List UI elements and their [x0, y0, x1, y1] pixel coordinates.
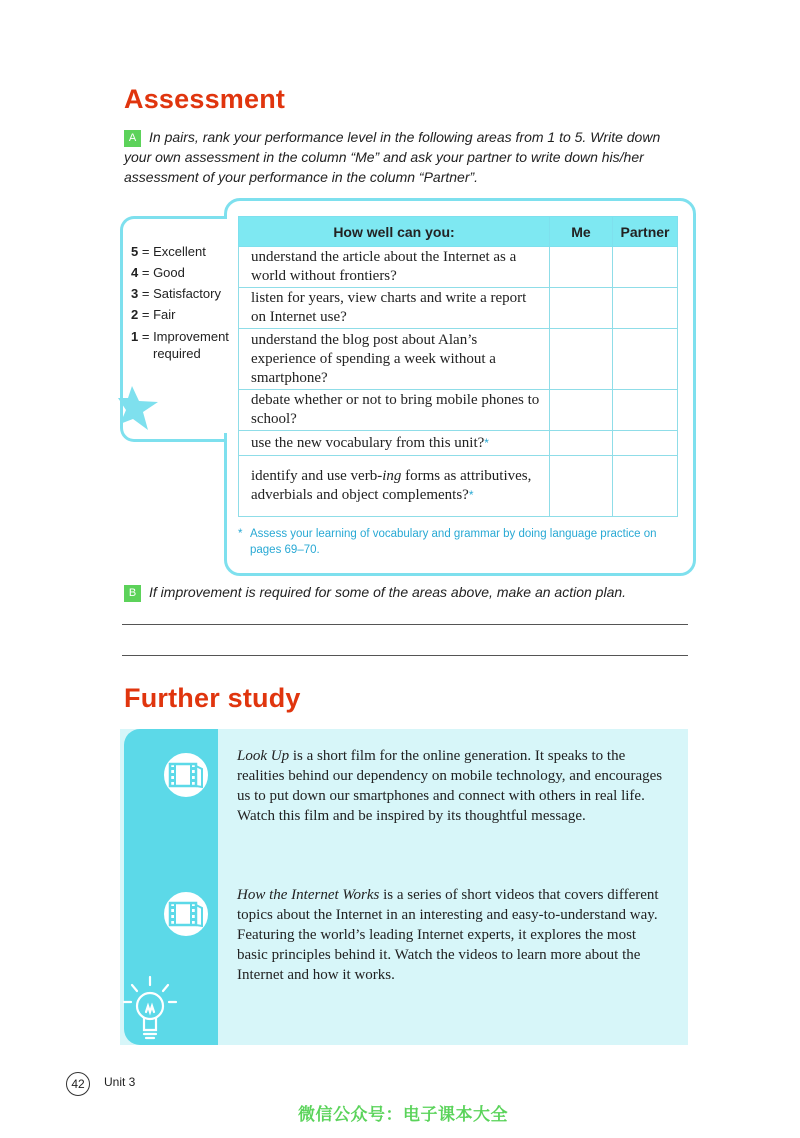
header-how-well: How well can you: [239, 217, 550, 247]
instruction-b-text: If improvement is required for some of the areas above, make an action plan. [149, 584, 627, 600]
badge-a: A [124, 130, 141, 147]
partner-cell[interactable] [613, 329, 678, 390]
legend-item: 1 = Improvement required [131, 329, 229, 361]
partner-cell[interactable] [613, 247, 678, 288]
study-item: Look Up is a short film for the online generation. It speaks to the realities behind our dependency on mobile technology, and encourages us to put down our smartphones and connect with others in real life. Watch this film and be inspired by its thoughtful message. [237, 748, 663, 824]
partner-cell[interactable] [613, 431, 678, 456]
table-row [239, 329, 678, 390]
rating-legend [131, 241, 229, 362]
header-me: Me [550, 217, 613, 247]
header-partner: Partner [613, 217, 678, 247]
row-question: use the new vocabulary from this unit?* [239, 431, 550, 456]
writing-line[interactable] [122, 655, 688, 656]
star-icon [118, 384, 168, 434]
assessment-heading: Assessment [124, 84, 286, 114]
unit-label: Unit 3 [104, 1075, 136, 1089]
me-cell[interactable] [550, 431, 613, 456]
instruction-b [124, 582, 690, 602]
row-question: understand the blog post about Alan’s experience of spending a week without a smartphone? [239, 329, 550, 390]
film-icon [161, 750, 211, 800]
me-cell[interactable] [550, 247, 613, 288]
table-row [239, 247, 678, 288]
partner-cell[interactable] [613, 456, 678, 517]
legend-item: 2 = Fair [131, 307, 176, 322]
watermark: 微信公众号：电子课本大全 [298, 1105, 508, 1124]
table-row [239, 390, 678, 431]
table-row [239, 431, 678, 456]
legend-item: 5 = Excellent [131, 244, 206, 259]
film-icon [161, 889, 211, 939]
partner-cell[interactable] [613, 288, 678, 329]
me-cell[interactable] [550, 390, 613, 431]
me-cell[interactable] [550, 329, 613, 390]
me-cell[interactable] [550, 456, 613, 517]
badge-b: B [124, 585, 141, 602]
legend-item: 3 = Satisfactory [131, 286, 221, 301]
row-question: debate whether or not to bring mobile phones to school? [239, 390, 550, 431]
study-title: Look Up [237, 748, 290, 764]
assessment-table [238, 216, 678, 517]
instruction-a-text: In pairs, rank your performance level in the following areas from 1 to 5. Write down your own assessment in the column “Me” and ask your partner to write down his/her assessment of your performance in the column “Partner”. [124, 129, 661, 185]
row-question: understand the article about the Internet as a world without frontiers? [239, 247, 550, 288]
lightbulb-icon [120, 972, 182, 1044]
table-row [239, 456, 678, 517]
row-question: identify and use verb-ing forms as attributives, adverbials and object complements?* [239, 456, 550, 517]
table-row [239, 288, 678, 329]
partner-cell[interactable] [613, 390, 678, 431]
study-title: How the Internet Works [237, 887, 380, 903]
page-number: 42 [66, 1072, 90, 1096]
study-item: How the Internet Works is a series of short videos that covers different topics about the Internet in an interesting and easy-to-understand way. Featuring the world’s leading Internet experts, it explores the most basic principles behind it. Watch the videos to learn more about the Internet and how it works. [237, 887, 659, 983]
table-footnote: * Assess your learning of vocabulary and grammar by doing language practice on pages 69–70. [238, 528, 657, 556]
me-cell[interactable] [550, 288, 613, 329]
legend-item: 4 = Good [131, 265, 185, 280]
writing-line[interactable] [122, 624, 688, 625]
instruction-a [124, 127, 690, 187]
further-study-heading: Further study [124, 683, 301, 713]
row-question: listen for years, view charts and write a report on Internet use? [239, 288, 550, 329]
